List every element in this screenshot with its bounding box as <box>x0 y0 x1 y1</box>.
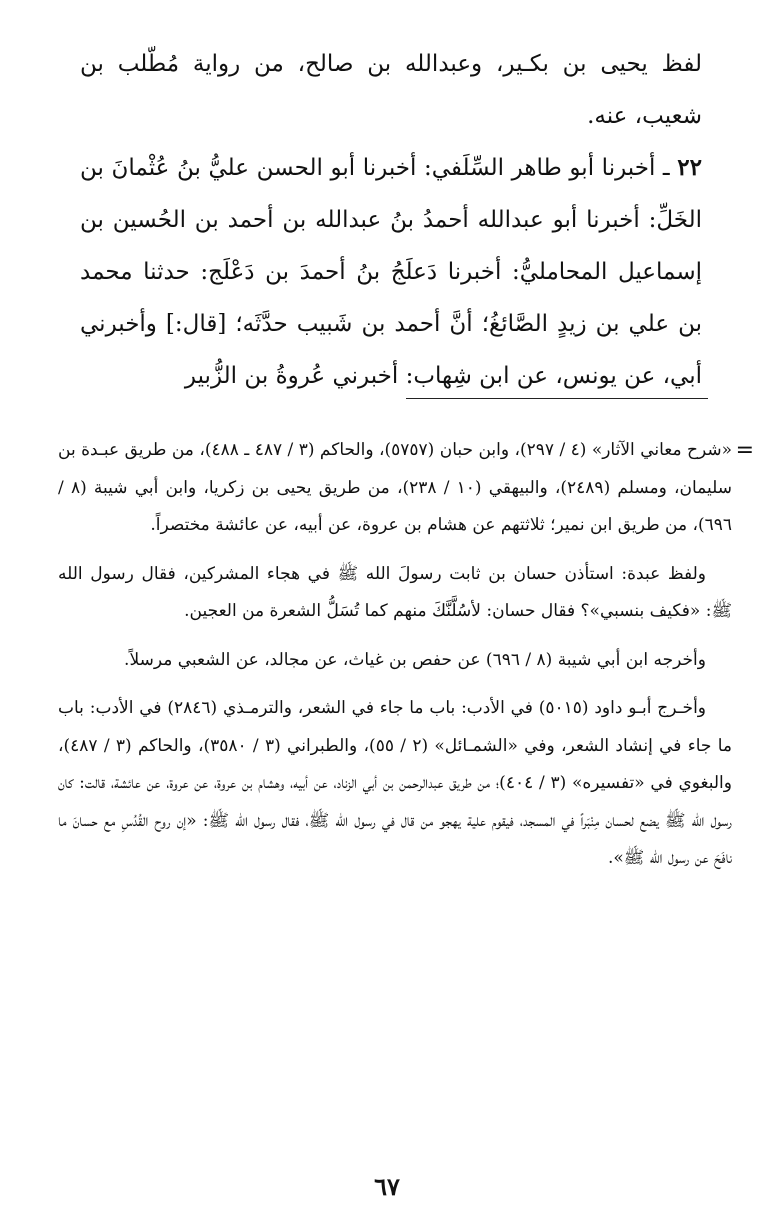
footnote-continuation-mark: = <box>735 438 754 463</box>
hadith-number: ٢٢ <box>677 154 702 181</box>
footnotes <box>58 432 732 889</box>
main-paragraph-text: لفظ يحيى بن بكـير، وعبدالله بن صالح، من رواية مُطّلب بن شعيب، عنه. <box>80 51 702 129</box>
page-number: ٦٧ <box>374 1172 400 1201</box>
footnote-paragraph: وأخرجه ابن أبي شيبة (٨ / ٦٩٦) عن حفص بن غياث، عن مجالد، عن الشعبي مرسلاً. <box>124 649 706 670</box>
footnote-paragraph: «شرح معاني الآثار» (٤ / ٢٩٧)، وابن حبان (٥٧٥٧)، والحاكم (٣ / ٤٨٧ ـ ٤٨٨)، من طريق عبـدة بن سليمان، ومسلم (٢٤٨٩)، والبيهقي (١٠ / ٢٣٨)، من طريق يحيى بن زكريا، وابن أبي شيبة (٨ / ٦٩٦)، من طريق ابن نمير؛ ثلاثتهم عن هشام بن عروة، عن أبيه، عن عائشة مختصراً. <box>58 440 733 535</box>
main-paragraph <box>80 38 702 142</box>
footnote-paragraph: وأخـرج أبـو داود (٥٠١٥) في الأدب: باب ما جاء في الشعر، والترمـذي (٢٨٤٦) في الأدب: باب ما جاء في إنشاد الشعر، وفي «الشمـائل» (٢ / ٥٥)، والطبراني (٣ / ٣٥٨٠)، والحاكم (٣ / ٤٨٧)، والبغوي في «تفسيره» (٣ / ٤٠٤)؛ من طريق عبدالرحمن بن أبي الزناد، عن أبيه، وهشام بن عروة، عن عروة، عن عائشة، قالت: كان رسول الله ﷺ يضع لحسان مِنْبَراً في المسجد، فيقوم علية يهجو من قال في رسول الله ﷺ، فقال رسول الله ﷺ: «إن روح القُدُسِ مع حسانَ ما نافَحَ عن رسول الله ﷺ». <box>58 698 732 868</box>
main-text <box>80 38 702 402</box>
hadith-paragraph <box>80 142 702 402</box>
hadith-text: ـ أخبرنا أبو طاهر السِّلَفي: أخبرنا أبو الحسن عليُّ بنُ عُثْمانَ بن الخَلِّ: أخبرنا أبو عبدالله أحمدُ بنُ عبدالله بن أحمد بن الحُسين بن إسماعيل المحامليُّ: أخبرنا دَعلَجُ بنُ أحمدَ بن دَعْلَج: حدثنا محمد بن علي بن زيدٍ الصَّائغُ؛ أنَّ أحمد بن شَبيب حدَّثَه؛ [قال:] وأخبرني أبي، عن يونس، عن ابن شِهاب: أخبرني عُروةُ بن الزُّبير <box>80 155 702 389</box>
footnote-divider <box>406 398 708 399</box>
footnote-paragraph: ولفظ عبدة: استأذن حسان بن ثابت رسولَ الله ﷺ في هجاء المشركين، فقال رسول الله ﷺ: «فكيف بنسبي»؟ فقال حسان: لأسُلَّنَّكَ منهم كما تُسَلُّ الشعرة من العجين. <box>58 563 732 621</box>
